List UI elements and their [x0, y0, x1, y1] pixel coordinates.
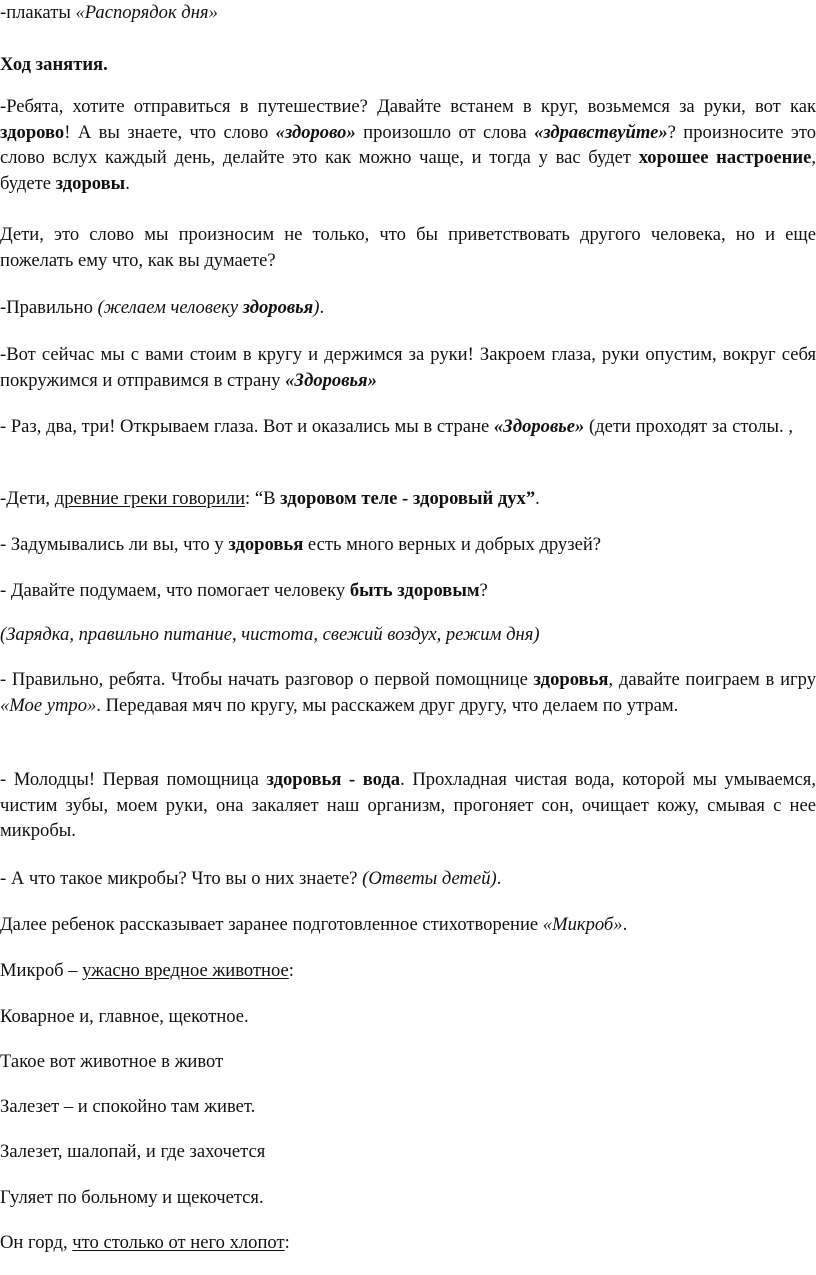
paragraph-poem-intro [0, 912, 816, 938]
italic-text: ) [313, 297, 320, 318]
text: ? [479, 580, 488, 601]
italic-text: «Мое утро» [0, 694, 97, 716]
text: . Передавая мяч по кругу, мы расскажем друг другу, что делаем по утрам. [96, 694, 679, 716]
bold-text: здоровья - вода [266, 769, 401, 790]
paragraph-greeks [0, 486, 816, 512]
paragraph-microbes-question [0, 866, 816, 892]
text: Такое вот животное в живот [0, 1051, 224, 1072]
heading-text: Ход занятия. [0, 54, 108, 75]
underlined-text: древние греки говорили [54, 488, 246, 509]
text: Залезет – и спокойно там живет. [0, 1096, 256, 1117]
text: - Раз, два, три! Открываем глаза. Вот и оказались мы в стране [0, 416, 494, 437]
text: . Прохладная чистая вода, которой мы умываемся, чистим зубы, моем руки, она закаляет наш организм, прогоняет сон, очищает кожу, смывая с нее микробы. [0, 769, 816, 841]
paragraph-arrival [0, 414, 816, 440]
text: -Ребята, хотите отправиться в путешествие? Давайте встанем в круг, возьмемся за руки, вот как [0, 96, 816, 117]
italic-text: «Микроб» [542, 914, 623, 935]
text: . [496, 868, 502, 889]
poem-line [0, 1185, 816, 1211]
italic-text: (желаем человеку [97, 297, 243, 318]
text: произошло от слова [355, 121, 535, 143]
text: (дети проходят за столы. , [584, 416, 793, 437]
text: . [535, 488, 540, 509]
bold-italic-text: «Здоровье» [493, 416, 585, 437]
text: -Дети, [0, 488, 55, 509]
text: - Правильно, ребята. Чтобы начать разговор о первой помощнице [0, 669, 534, 690]
paragraph-intro [0, 94, 816, 196]
bold-italic-text: «здорово» [275, 121, 356, 143]
bold-text: здоровья [533, 669, 609, 690]
italic-text: (Зарядка, правильно питание, чистота, свежий воздух, режим дня) [0, 624, 540, 645]
text: -Правильно [0, 297, 98, 318]
poem-line [0, 958, 816, 984]
poem-line [0, 1230, 816, 1256]
text: , будете [0, 147, 816, 194]
underlined-text: ужасно вредное животное [82, 960, 289, 981]
bold-text: хорошее настроение [638, 147, 812, 168]
poem-line [0, 1139, 816, 1165]
text: - Задумывались ли вы, что у [0, 534, 229, 555]
bold-text: здоровом теле - здоровый дух” [280, 488, 536, 509]
italic-text: (Ответы детей) [362, 868, 497, 889]
text: -плакаты [0, 2, 76, 23]
text: Коварное и, главное, щекотное. [0, 1006, 249, 1027]
text: Дети, это слово мы произносим не только, что бы приветствовать другого человека, но и еще пожелать ему что, как вы думаете? [0, 224, 816, 271]
materials-line [0, 0, 816, 26]
paragraph-question [0, 222, 816, 273]
text: Он горд, [0, 1232, 73, 1253]
text: ? произносите это слово вслух каждый день, делайте это как можно чаще, и тогда у вас будет [0, 121, 816, 168]
bold-text: быть здоровым [349, 580, 480, 601]
poem-line [0, 1004, 816, 1030]
text: Залезет, шалопай, и где захочется [0, 1141, 266, 1162]
text: . [622, 914, 628, 935]
bold-italic-text: «Здоровья» [285, 369, 377, 391]
poem-line [0, 1049, 816, 1075]
text: : [288, 960, 294, 981]
paragraph-friends [0, 532, 816, 558]
text: Микроб – [0, 960, 83, 981]
bold-italic-text: «здравствуйте» [534, 121, 668, 143]
text: ! А вы знаете, что слово [64, 121, 276, 143]
text: -Вот сейчас мы с вами стоим в кругу и держимся за руки! Закроем глаза, руки опустим, вокруг себя покружимся и отправимся в страну [0, 344, 816, 391]
text: - Давайте подумаем, что помогает человеку [0, 580, 350, 601]
text: : [284, 1232, 290, 1253]
text: есть много верных и добрых друзей? [303, 534, 602, 555]
lesson-heading [0, 52, 816, 78]
paragraph-circle [0, 342, 816, 393]
paragraph-answers-list [0, 622, 816, 648]
poem-line [0, 1094, 816, 1120]
text: Далее ребенок рассказывает заранее подготовленное стихотворение [0, 914, 543, 935]
paragraph-water [0, 767, 816, 844]
bold-text: здоровья [228, 534, 304, 555]
text: : “В [245, 488, 281, 509]
text: Гуляет по больному и щекочется. [0, 1187, 264, 1208]
paragraph-game [0, 667, 816, 718]
text: . [125, 172, 130, 194]
text: . [319, 297, 325, 318]
bold-text: здоровы [55, 172, 126, 194]
underlined-text: что столько от него хлопот [72, 1232, 285, 1253]
bold-italic-text: здоровья [242, 297, 314, 318]
text: , давайте поиграем в игру [608, 669, 816, 690]
paragraph-answer [0, 295, 816, 321]
text: - Молодцы! Первая помощница [0, 769, 267, 790]
italic-text: «Распорядок дня» [75, 2, 218, 23]
bold-text: здорово [0, 121, 65, 143]
paragraph-think [0, 578, 816, 604]
text: - А что такое микробы? Что вы о них знаете? [0, 868, 363, 889]
